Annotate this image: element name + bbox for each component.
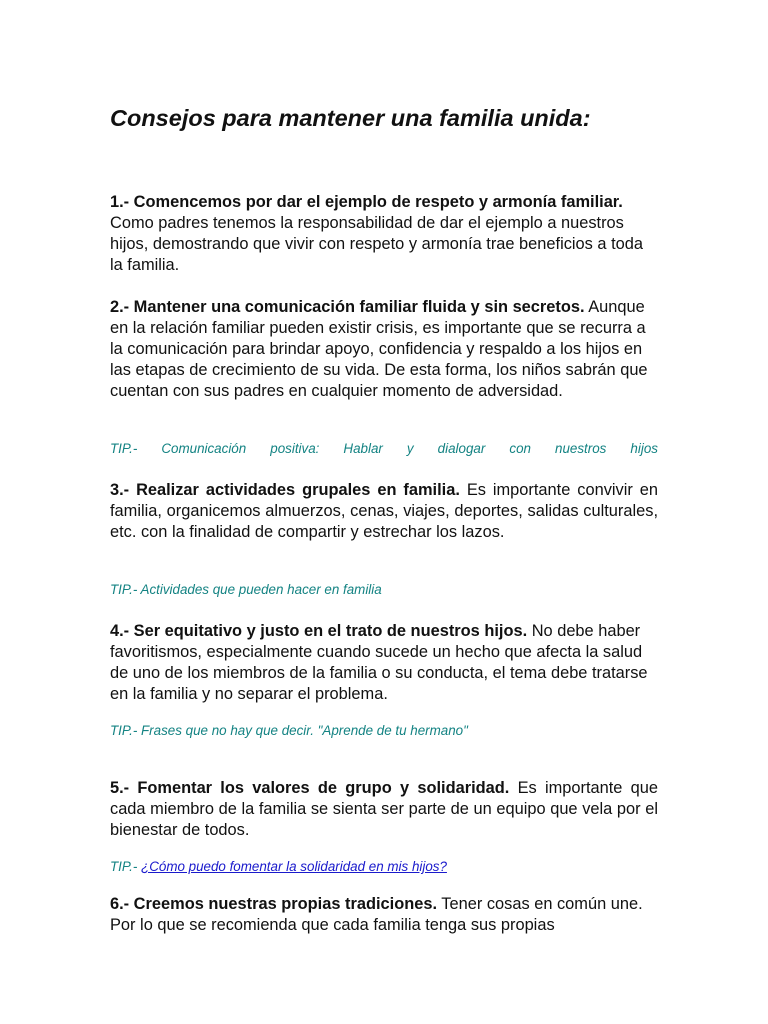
tip-1-word: TIP.- xyxy=(110,441,138,456)
tip-item-6 xyxy=(110,894,658,936)
tip-1-word: nuestros xyxy=(555,441,607,456)
item-6-heading: 6.- Creemos nuestras propias tradiciones. xyxy=(110,895,438,913)
item-4-heading: 4.- Ser equitativo y justo en el trato de nuestros hijos. xyxy=(110,622,528,640)
tip-item-5 xyxy=(110,778,658,841)
tip-note-3: TIP.- Frases que no hay que decir. "Aprende de tu hermano" xyxy=(110,723,468,738)
item-6-body: Tener cosas en común une. Por lo que se recomienda que cada familia tenga sus propias xyxy=(110,895,643,934)
item-1-body: Como padres tenemos la responsabilidad de dar el ejemplo a nuestros hijos, demostrando que vivir con respeto y armonía trae beneficios a toda la familia. xyxy=(110,214,643,274)
item-2-heading: 2.- Mantener una comunicación familiar fluida y sin secretos. xyxy=(110,298,585,316)
tip-1-word: y xyxy=(406,441,414,456)
item-4-body: No debe haber favoritismos, especialmente cuando sucede un hecho que afecta la salud de uno de los miembros de la familia o su conducta, el tema debe tratarse en la familia y no separar el problema. xyxy=(110,622,648,703)
tip-1-word: positiva: xyxy=(270,441,320,456)
item-1-heading: 1.- Comencemos por dar el ejemplo de respeto y armonía familiar. xyxy=(110,193,623,211)
tip-item-2 xyxy=(110,297,658,402)
tip-4-prefix: TIP.- xyxy=(110,859,142,874)
tip-item-4 xyxy=(110,621,658,705)
tip-note-2: TIP.- Actividades que pueden hacer en familia xyxy=(110,582,382,597)
page-title: Consejos para mantener una familia unida: xyxy=(110,105,591,131)
tip-1-word: hijos xyxy=(630,441,658,456)
tip-note-1 xyxy=(110,440,658,458)
item-3-heading: 3.- Realizar actividades grupales en familia. xyxy=(110,481,460,499)
tip-1-word: con xyxy=(509,441,531,456)
item-3-body: Es importante convivir en familia, organicemos almuerzos, cenas, viajes, deportes, salidas culturales, etc. con la finalidad de compartir y estrechar los lazos. xyxy=(110,481,658,541)
tip-1-word: Comunicación xyxy=(161,441,247,456)
tip-1-word: dialogar xyxy=(437,441,486,456)
tip-1-word: Hablar xyxy=(343,441,383,456)
tip-item-1 xyxy=(110,192,658,276)
item-2-body: Aunque en la relación familiar pueden existir crisis, es importante que se recurra a la comunicación para brindar apoyo, confidencia y respaldo a los hijos en las etapas de crecimiento de su vida. De esta forma, los niños sabrán que cuentan con sus padres en cualquier momento de adversidad. xyxy=(110,298,648,400)
solidarity-link[interactable]: ¿Cómo puedo fomentar la solidaridad en mis hijos? xyxy=(141,859,447,874)
item-5-body: Es importante que cada miembro de la familia se sienta ser parte de un equipo que vela por el bienestar de todos. xyxy=(110,779,658,839)
item-5-heading: 5.- Fomentar los valores de grupo y solidaridad. xyxy=(110,779,510,797)
tip-note-4 xyxy=(110,858,658,876)
tip-item-3 xyxy=(110,480,658,543)
